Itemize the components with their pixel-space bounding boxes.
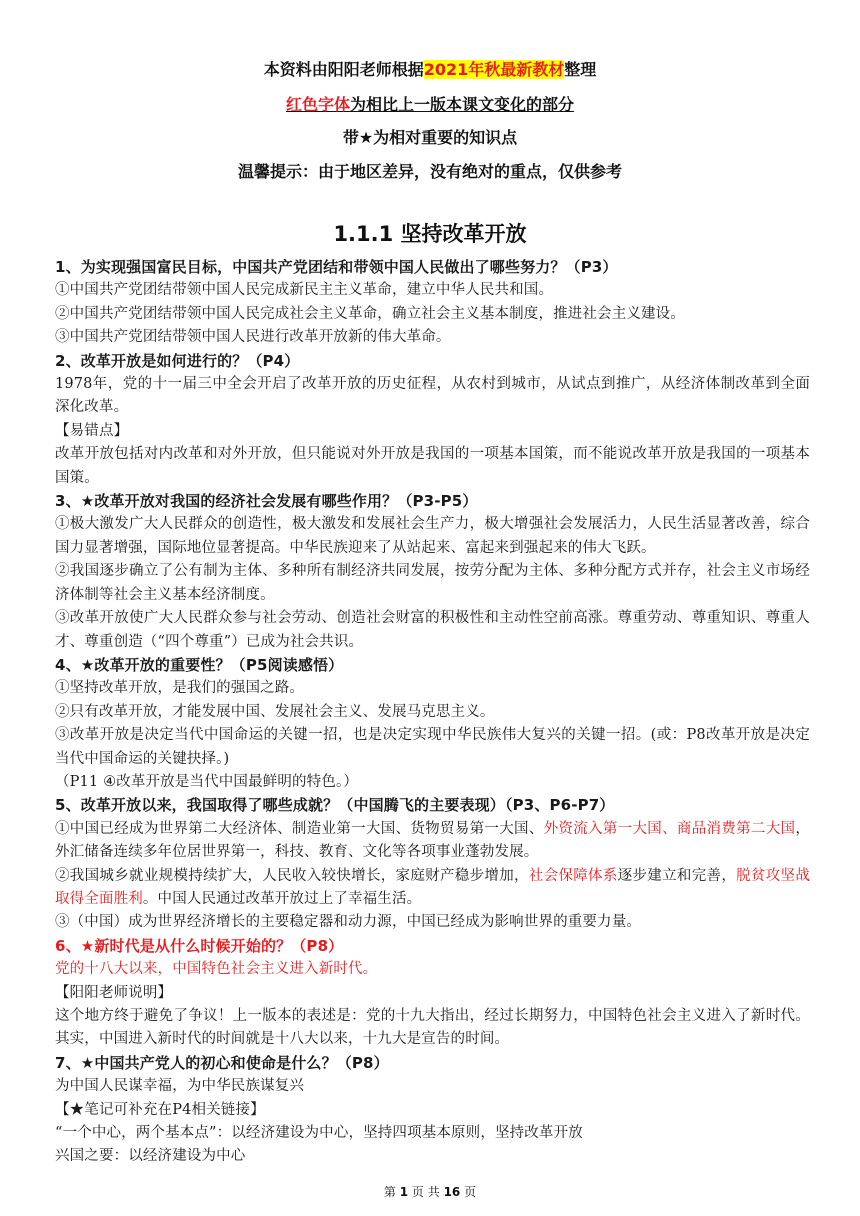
header-change-note bbox=[0, 95, 860, 115]
question-3: 3、★改革开放对我国的经济社会发展有哪些作用？（P3-P5） bbox=[55, 492, 478, 511]
header-change-text: 为相比上一版本课文变化的部分 bbox=[350, 95, 575, 114]
answer-7-3: 兴国之要：以经济建设为中心 bbox=[55, 1148, 246, 1165]
section-title: 1.1.1 坚持改革开放 bbox=[333, 222, 527, 246]
answer-1-1: ①中国共产党团结带领中国人民完成新民主主义革命，建立中华人民共和国。 bbox=[55, 282, 554, 299]
answer-4-4: （P11 ④改革开放是当代中国最鲜明的特色。） bbox=[55, 773, 359, 790]
page-footer bbox=[0, 1184, 860, 1200]
question-6: 6、★新时代是从什么时候开始的？（P8） bbox=[55, 936, 344, 955]
answer-2-2: 改革开放包括对内改革和对外开放，但只能说对外开放是我国的一项基本国策，而不能说改革开放是我国的一项基本国策。 bbox=[55, 446, 810, 486]
question-1: 1、为实现强国富民目标，中国共产党团结和带领中国人民做出了哪些努力？（P3） bbox=[55, 258, 618, 276]
answer-4-2: ②只有改革开放，才能发展中国、发展社会主义、发展马克思主义。 bbox=[55, 703, 495, 720]
header-source-suffix: 整理 bbox=[564, 60, 597, 79]
question-4: 4、★改革开放的重要性？（P5阅读感悟） bbox=[55, 655, 344, 674]
note-tag-teacher: 【阳阳老师说明】 bbox=[55, 984, 173, 1001]
footer-middle: 页 共 bbox=[411, 1185, 440, 1199]
answer-5-2 bbox=[55, 865, 810, 912]
question-7: 7、★中国共产党人的初心和使命是什么？（P8） bbox=[55, 1053, 389, 1072]
answer-7-2: “一个中心，两个基本点”：以经济建设为中心，坚持四项基本原则，坚持改革开放 bbox=[55, 1125, 583, 1142]
header-star-note: 带★为相对重要的知识点 bbox=[342, 128, 518, 147]
question-5: 5、改革开放以来，我国取得了哪些成就？（中国腾飞的主要表现）（P3、P6-P7） bbox=[55, 796, 615, 815]
answer-5-2-changed-2: 脱贫攻坚战取得全面胜利 bbox=[55, 867, 811, 907]
answer-3-1: ①极大激发广大人民群众的创造性，极大激发和发展社会生产力，极大增强社会发展活力，人民生活显著改善，综合国力显著增强，国际地位显著提高。中华民族迎来了从站起来、富起来到强起来的伟大飞跃。 bbox=[55, 516, 810, 556]
note-tag-supplement: 【★笔记可补充在P4相关链接】 bbox=[55, 1101, 265, 1118]
answer-5-3: ③（中国）成为世界经济增长的主要稳定器和动力源，中国已经成为影响世界的重要力量。 bbox=[55, 914, 641, 931]
answer-5-2-changed-1: 社会保障体系 bbox=[528, 867, 618, 884]
header-source-line bbox=[0, 60, 860, 80]
footer-prefix: 第 bbox=[383, 1185, 396, 1199]
answer-6-2: 这个地方终于避免了争议！上一版本的表述是：党的十九大指出，经过长期努力，中国特色社会主义进入了新时代。其实，中国进入新时代的时间就是十八大以来，十九大是宣告的时间。 bbox=[55, 1008, 810, 1048]
answer-7-1: 为中国人民谋幸福，为中华民族谋复兴 bbox=[55, 1078, 305, 1095]
answer-1-3: ③中国共产党团结带领中国人民进行改革开放新的伟大革命。 bbox=[55, 329, 451, 346]
question-2: 2、改革开放是如何进行的？（P4） bbox=[55, 351, 300, 370]
answer-5-1-text: ①中国已经成为世界第二大经济体、制造业第一大国、货物贸易第一大国、 bbox=[55, 820, 544, 837]
answer-5-1-tail: ，外汇储备连续多年位居世界第一，科技、教育、文化等各项事业蓬勃发展。 bbox=[55, 820, 810, 861]
answer-5-1-changed: 外资流入第一大国、商品消费第二大国 bbox=[543, 820, 796, 837]
header-highlight: 2021年秋最新教材 bbox=[423, 60, 565, 79]
header-source-text: 本资料由阳阳老师根据 bbox=[263, 60, 424, 79]
footer-suffix: 页 bbox=[464, 1185, 477, 1199]
answer-1-2: ②中国共产党团结带领中国人民完成社会主义革命，确立社会主义基本制度，推进社会主义建设。 bbox=[55, 305, 685, 322]
answer-3-2: ②我国逐步确立了公有制为主体、多种所有制经济共同发展，按劳分配为主体、多种分配方式并存，社会主义市场经济体制等社会主义基本经济制度。 bbox=[55, 563, 810, 603]
answer-2-1: 1978年，党的十一届三中全会开启了改革开放的历史征程，从农村到城市，从试点到推广，从经济体制改革到全面深化改革。 bbox=[55, 376, 810, 416]
answer-5-2-mid: 逐步建立和完善， bbox=[617, 867, 737, 884]
header-tip: 温馨提示：由于地区差异，没有绝对的重点，仅供参考 bbox=[237, 162, 622, 181]
answer-3-3: ③改革开放使广大人民群众参与社会劳动、创造社会财富的积极性和主动性空前高涨。尊重劳动、尊重知识、尊重人才、尊重创造（“四个尊重”）已成为社会共识。 bbox=[55, 610, 810, 650]
note-tag-mistake: 【易错点】 bbox=[55, 422, 129, 439]
footer-page-number: 1 bbox=[399, 1185, 409, 1199]
answer-6-1: 党的十八大以来，中国特色社会主义进入新时代。 bbox=[55, 961, 378, 978]
header-red-font-label: 红色字体 bbox=[285, 95, 350, 114]
footer-total-pages: 16 bbox=[443, 1185, 461, 1199]
answer-5-1 bbox=[55, 818, 810, 865]
content-body bbox=[55, 256, 810, 1169]
answer-5-2-tail: 。中国人民通过改革开放过上了幸福生活。 bbox=[142, 890, 422, 907]
answer-4-3: ③改革开放是决定当代中国命运的关键一招，也是决定实现中华民族伟大复兴的关键一招。(或：P8改革开放是决定当代中国命运的关键抉择。) bbox=[55, 727, 810, 767]
answer-4-1: ①坚持改革开放，是我们的强国之路。 bbox=[55, 680, 305, 697]
answer-5-2-text: ②我国城乡就业规模持续扩大，人民收入较快增长，家庭财产稳步增加， bbox=[55, 867, 529, 884]
